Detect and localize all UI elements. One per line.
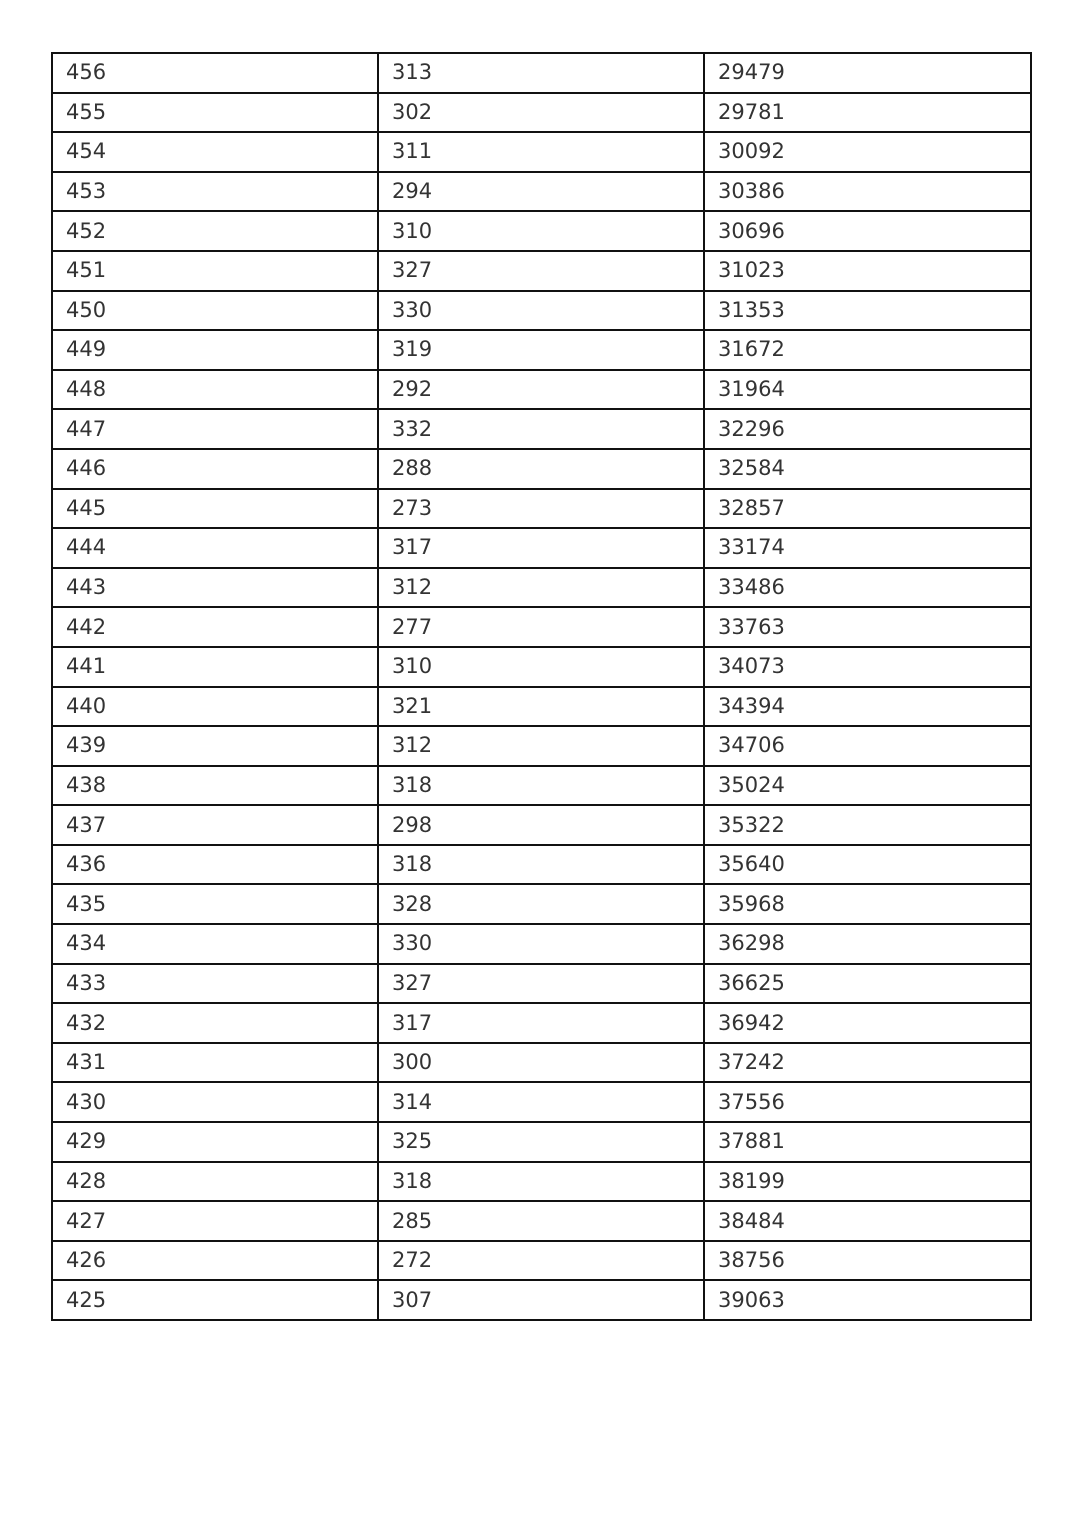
score-cell: 440 [52,687,378,727]
cumulative-cell: 31353 [704,291,1031,331]
score-cell: 453 [52,172,378,212]
table-row [52,409,1031,449]
score-cell: 443 [52,568,378,608]
count-cell: 307 [378,1280,704,1320]
count-cell: 327 [378,964,704,1004]
table-row [52,647,1031,687]
table-row [52,766,1031,806]
count-cell: 285 [378,1201,704,1241]
cumulative-cell: 34394 [704,687,1031,727]
cumulative-cell: 29479 [704,53,1031,93]
count-cell: 317 [378,1003,704,1043]
table-row [52,172,1031,212]
count-cell: 318 [378,1162,704,1202]
cumulative-cell: 36298 [704,924,1031,964]
table-row [52,884,1031,924]
score-cell: 448 [52,370,378,410]
score-cell: 429 [52,1122,378,1162]
count-cell: 277 [378,607,704,647]
cumulative-cell: 35968 [704,884,1031,924]
table-row [52,1043,1031,1083]
table-row [52,1082,1031,1122]
cumulative-cell: 33486 [704,568,1031,608]
cumulative-cell: 37242 [704,1043,1031,1083]
table-row [52,687,1031,727]
count-cell: 330 [378,291,704,331]
count-cell: 314 [378,1082,704,1122]
score-cell: 433 [52,964,378,1004]
score-cell: 442 [52,607,378,647]
cumulative-cell: 29781 [704,93,1031,133]
count-cell: 312 [378,726,704,766]
cumulative-cell: 32584 [704,449,1031,489]
score-cell: 425 [52,1280,378,1320]
cumulative-cell: 33763 [704,607,1031,647]
score-cell: 454 [52,132,378,172]
table-row [52,845,1031,885]
score-cell: 441 [52,647,378,687]
count-cell: 325 [378,1122,704,1162]
score-cell: 438 [52,766,378,806]
table-row [52,93,1031,133]
count-cell: 302 [378,93,704,133]
score-cell: 444 [52,528,378,568]
table-row [52,291,1031,331]
score-cell: 427 [52,1201,378,1241]
cumulative-cell: 35640 [704,845,1031,885]
score-cell: 437 [52,805,378,845]
score-cell: 430 [52,1082,378,1122]
table-row [52,1003,1031,1043]
count-cell: 298 [378,805,704,845]
table-row [52,805,1031,845]
table-row [52,1201,1031,1241]
table-row [52,924,1031,964]
count-cell: 310 [378,647,704,687]
score-cell: 436 [52,845,378,885]
count-cell: 311 [378,132,704,172]
count-cell: 292 [378,370,704,410]
count-cell: 328 [378,884,704,924]
score-cell: 445 [52,489,378,529]
cumulative-cell: 31023 [704,251,1031,291]
score-cell: 451 [52,251,378,291]
cumulative-cell: 34073 [704,647,1031,687]
table-row [52,53,1031,93]
cumulative-cell: 38199 [704,1162,1031,1202]
cumulative-cell: 39063 [704,1280,1031,1320]
table-row [52,1280,1031,1320]
cumulative-cell: 38756 [704,1241,1031,1281]
count-cell: 313 [378,53,704,93]
cumulative-cell: 30092 [704,132,1031,172]
count-cell: 312 [378,568,704,608]
cumulative-cell: 36942 [704,1003,1031,1043]
table-body [52,53,1031,1320]
count-cell: 272 [378,1241,704,1281]
cumulative-cell: 31964 [704,370,1031,410]
score-cell: 432 [52,1003,378,1043]
score-cell: 446 [52,449,378,489]
score-cell: 434 [52,924,378,964]
table-row [52,964,1031,1004]
count-cell: 317 [378,528,704,568]
table-row [52,449,1031,489]
score-cell: 435 [52,884,378,924]
score-cell: 455 [52,93,378,133]
score-cell: 447 [52,409,378,449]
score-cell: 450 [52,291,378,331]
cumulative-cell: 30386 [704,172,1031,212]
cumulative-cell: 31672 [704,330,1031,370]
cumulative-cell: 34706 [704,726,1031,766]
cumulative-cell: 36625 [704,964,1031,1004]
table-row [52,370,1031,410]
cumulative-cell: 32296 [704,409,1031,449]
score-distribution-table [51,52,1032,1321]
score-cell: 439 [52,726,378,766]
cumulative-cell: 33174 [704,528,1031,568]
count-cell: 300 [378,1043,704,1083]
score-cell: 456 [52,53,378,93]
cumulative-cell: 37556 [704,1082,1031,1122]
count-cell: 288 [378,449,704,489]
table-row [52,607,1031,647]
count-cell: 294 [378,172,704,212]
table-row [52,251,1031,291]
table-row [52,132,1031,172]
cumulative-cell: 38484 [704,1201,1031,1241]
table-row [52,726,1031,766]
score-cell: 426 [52,1241,378,1281]
cumulative-cell: 35024 [704,766,1031,806]
count-cell: 319 [378,330,704,370]
score-cell: 431 [52,1043,378,1083]
count-cell: 321 [378,687,704,727]
table-row [52,1241,1031,1281]
count-cell: 273 [378,489,704,529]
score-cell: 452 [52,211,378,251]
count-cell: 318 [378,766,704,806]
count-cell: 327 [378,251,704,291]
count-cell: 318 [378,845,704,885]
cumulative-cell: 30696 [704,211,1031,251]
cumulative-cell: 35322 [704,805,1031,845]
score-cell: 449 [52,330,378,370]
count-cell: 310 [378,211,704,251]
table-row [52,1122,1031,1162]
table-row [52,211,1031,251]
table-row [52,568,1031,608]
table-row [52,1162,1031,1202]
table-row [52,330,1031,370]
score-cell: 428 [52,1162,378,1202]
count-cell: 332 [378,409,704,449]
table-row [52,528,1031,568]
cumulative-cell: 32857 [704,489,1031,529]
count-cell: 330 [378,924,704,964]
cumulative-cell: 37881 [704,1122,1031,1162]
table-row [52,489,1031,529]
